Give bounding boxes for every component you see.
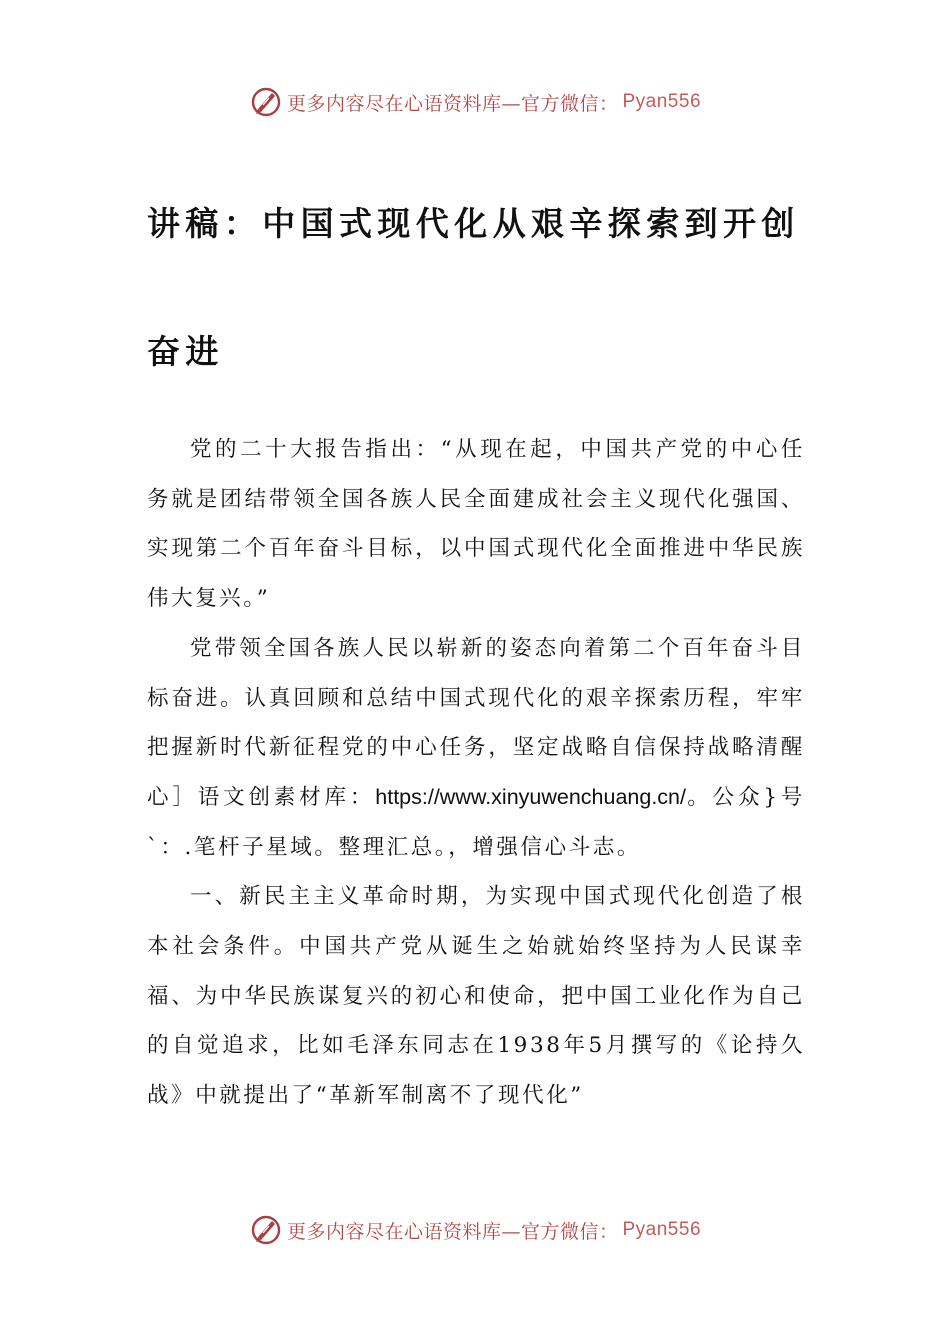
paragraph-text: 。公众}号`：.笔杆子星域。整理汇总。，增强信心斗志。 xyxy=(147,784,805,860)
paragraph-text: 党带领全国各族人民以崭新的姿态向着第二个百年奋斗目标奋进。认真回顾和总结中国式现代化的艰辛探索历程，牢牢把握新时代新征程党的中心任务，坚定战略自信保持战略清醒心］语文创素材库： xyxy=(147,635,805,810)
banner-wechat-id: Pyan556 xyxy=(622,1219,702,1240)
banner-text: 更多内容尽在心语资料库—官方微信： xyxy=(286,92,619,115)
paragraph: 一、新民主主义革命时期，为实现中国式现代化创造了根本社会条件。中国共产党从诞生之始就始终坚持为人民谋幸福、为中华民族谋复兴的初心和使命，把中国工业化作为自己的自觉追求，比如毛泽东同志在1938年5月撰写的《论持久战》中就提出了“革新军制离不了现代化” xyxy=(147,884,805,1109)
footer-banner xyxy=(0,1210,950,1250)
pen-logo-icon xyxy=(249,85,283,119)
source-url: https://www.xinyuwenchuang.cn/ xyxy=(375,784,686,809)
document-body xyxy=(147,425,805,1121)
paragraph: 党的二十大报告指出：“从现在起，中国共产党的中心任务就是团结带领全国各族人民全面建成社会主义现代化强国、实现第二个百年奋斗目标，以中国式现代化全面推进中华民族伟大复兴。” xyxy=(147,437,805,612)
pen-logo-icon xyxy=(249,1213,283,1247)
paragraph xyxy=(147,624,805,873)
banner-wechat-id: Pyan556 xyxy=(622,91,702,112)
banner-text: 更多内容尽在心语资料库—官方微信： xyxy=(286,1220,619,1243)
document-title: 讲稿：中国式现代化从艰辛探索到开创奋进 xyxy=(147,204,800,371)
header-banner xyxy=(0,82,950,122)
